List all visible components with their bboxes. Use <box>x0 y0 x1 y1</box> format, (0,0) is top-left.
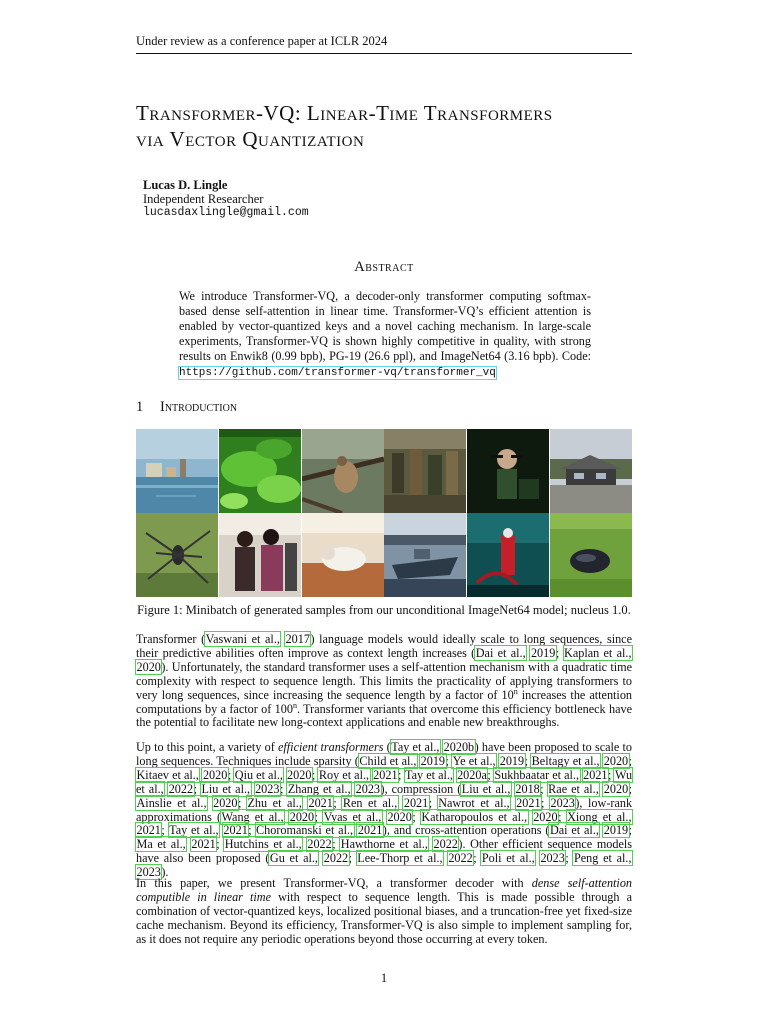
superscript: n <box>513 686 518 696</box>
citation-link[interactable]: 2023 <box>255 781 280 796</box>
citation-link[interactable]: 2023 <box>550 795 575 810</box>
insect-tile <box>136 513 218 597</box>
section-title: Introduction <box>160 399 238 415</box>
citation-link[interactable]: Ma et al., <box>136 837 186 852</box>
citation-link[interactable]: 2020 <box>603 781 629 796</box>
citation-link[interactable]: 2022 <box>448 851 473 866</box>
boats-tile <box>384 513 466 597</box>
citation-link[interactable]: 2020 <box>387 809 412 824</box>
citation-link[interactable]: 2020b <box>443 740 475 754</box>
author-affiliation: Independent Researcher <box>143 192 264 206</box>
citation-link[interactable]: 2019 <box>530 645 556 660</box>
red-object-tile <box>467 513 549 597</box>
citation-link[interactable]: Zhu et al., <box>247 795 302 810</box>
citation-link[interactable]: 2020 <box>136 659 161 674</box>
abstract-body <box>179 289 591 381</box>
citation-link[interactable]: 2020 <box>287 767 312 782</box>
citation-link[interactable]: Rae et al., <box>548 781 599 796</box>
citation-link[interactable]: Child et al., <box>359 753 417 768</box>
citation-link[interactable]: 2019 <box>603 823 629 838</box>
code-link[interactable]: https://github.com/transformer-vq/transformer_vq <box>179 367 496 379</box>
citation-link[interactable]: 2022 <box>433 837 458 852</box>
crowd-tile <box>384 429 466 513</box>
citation-link[interactable]: Gu et al., <box>269 851 318 866</box>
citation-link[interactable]: Nawrot et al., <box>438 795 510 810</box>
citation-link[interactable]: Peng et al., <box>573 851 632 866</box>
house-tile <box>550 429 632 513</box>
citation-link[interactable]: 2020a <box>457 767 487 782</box>
paragraph-3: In this paper, we present Transformer-VQ, a transformer decoder with dense self-attention computible in linear time with respect to sequence length. This is made possible through a combination of vector-quantized keys, localized positional biases, and a truncation-free yet fixed-size cache mechanism. Beyond its efficiency, Transformer-VQ is also simple to implement sampling for, as it does not require any periodic operations beyond those occurring at every token. <box>136 876 633 946</box>
author-block <box>143 178 309 220</box>
citation-link[interactable]: Ren et al., <box>342 795 398 810</box>
citation-link[interactable]: 2021 <box>583 767 608 782</box>
paper-title <box>136 100 656 152</box>
citation-link[interactable]: Liu et al., <box>461 781 511 796</box>
citation-link[interactable]: Wu et al., <box>136 767 633 796</box>
citation-link[interactable]: Wang et al., <box>221 809 284 824</box>
citation-link[interactable]: Hawthorne et al., <box>340 837 428 852</box>
citation-link[interactable]: Ye et al., <box>452 753 496 768</box>
citation-link[interactable]: Beltagy et al., <box>531 753 600 768</box>
citation-link[interactable]: 2021 <box>308 795 333 810</box>
citation-link[interactable]: Kaplan et al., <box>564 645 632 660</box>
citation-link[interactable]: Poli et al., <box>481 851 535 866</box>
paragraph-2: Up to this point, a variety of efficient transformers (Tay et al., 2020b) have been proposed to scale to long sequences. Techniques include sparsity (Child et al., 2019; Ye et al., 2019; Beltagy et al., 2020; Kitaev et al., 2020; Qiu et al., 2020; Roy et al., 2021; Tay et al., 2020a; Sukhbaatar et al., 2021; Wu et al., 2022; Liu et al., 2023; Zhang et al., 2023), compression (Liu et al., 2018; Rae et al., 2020; Ainslie et al., 2020; Zhu et al., 2021; Ren et al., 2021; Nawrot et al., 2021; 2023), low-rank approximations (Wang et al., 2020; Vyas et al., 2020; Katharopoulos et al., 2020; Xiong et al., 2021; Tay et al., 2021; Choromanski et al., 2021), and cross-attention operations (Dai et al., 2019; Ma et al., 2021; Hutchins et al., 2022; Hawthorne et al., 2022). Other efficient sequence models have also been proposed (Gu et al., 2022; Lee-Thorp et al., 2022; Poli et al., 2023; Peng et al., 2023). <box>136 740 633 880</box>
citation-link[interactable]: 2020 <box>533 809 558 824</box>
emphasis: efficient transformers <box>278 740 384 754</box>
citation-link[interactable]: Lee-Thorp et al., <box>357 851 443 866</box>
figure-1-grid <box>136 429 632 597</box>
citation-link[interactable]: Choromanski et al., <box>256 823 354 838</box>
page-number: 1 <box>380 971 388 985</box>
dog-sofa-tile <box>302 513 384 597</box>
citation-link[interactable]: 2023 <box>136 865 161 880</box>
citation-link[interactable]: Tay et al., <box>391 740 440 754</box>
citation-link[interactable]: 2018 <box>515 781 540 796</box>
title-line-2: via Vector Quantization <box>136 127 365 151</box>
citation-link[interactable]: 2021 <box>357 823 383 838</box>
citation-link[interactable]: Dai et al., <box>475 645 526 660</box>
abstract-text: We introduce Transformer-VQ, a decoder-only transformer computing softmax-based dense self-attention in linear time. Transformer-VQ’s efficient attention is enabled by vector-quantized keys and a novel caching mechanism. In large-scale experiments, Transformer-VQ is shown highly competitive in quality, with strong results on Enwik8 (0.99 bpb), PG-19 (26.6 ppl), and ImageNet64 (3.16 bpb). Code: <box>179 289 591 363</box>
citation-link[interactable]: 2019 <box>420 753 446 768</box>
citation-link[interactable]: 2023 <box>355 781 381 796</box>
citation-link[interactable]: 2020 <box>289 809 315 824</box>
citation-link[interactable]: Katharopoulos et al., <box>421 809 528 824</box>
citation-link[interactable]: 2021 <box>191 837 216 852</box>
citation-link[interactable]: 2020 <box>202 767 228 782</box>
citation-link[interactable]: 2021 <box>373 767 398 782</box>
citation-link[interactable]: Dai et al., <box>549 823 599 838</box>
citation-link[interactable]: Sukhbaatar et al., <box>494 767 580 782</box>
section-number: 1 <box>136 399 144 415</box>
citation-link[interactable]: Hutchins et al., <box>224 837 302 852</box>
citation-link[interactable]: Kitaev et al., <box>136 767 199 782</box>
figure-caption: Figure 1: Minibatch of generated samples from our unconditional ImageNet64 model; nucleus 1.0. <box>137 603 631 617</box>
citation-link[interactable]: 2021 <box>516 795 541 810</box>
abstract-heading: Abstract <box>354 259 414 275</box>
citation-link[interactable]: Xiong et al., <box>567 809 632 824</box>
citation-link[interactable]: 2021 <box>136 823 161 838</box>
citation-link[interactable]: Vaswani et al., <box>205 632 280 646</box>
citation-link[interactable]: 2022 <box>168 781 194 796</box>
citation-link[interactable]: 2022 <box>307 837 332 852</box>
green-leaves-tile <box>219 429 301 513</box>
mussel-grass-tile <box>550 513 632 597</box>
citation-link[interactable]: Qiu et al., <box>234 767 283 782</box>
people-tile <box>219 513 301 597</box>
citation-link[interactable]: 2023 <box>540 851 565 866</box>
emphasis: dense self-attention computible in linear time <box>136 876 633 904</box>
author-email[interactable]: lucasdaxlingle@gmail.com <box>143 206 309 219</box>
citation-link[interactable]: Liu et al., <box>201 781 251 796</box>
bird-branch-tile <box>302 429 384 513</box>
citation-link[interactable]: 2020 <box>603 753 629 768</box>
citation-link[interactable]: 2021 <box>223 823 248 838</box>
citation-link[interactable]: 2020 <box>213 795 238 810</box>
citation-link[interactable]: Zhang et al., <box>287 781 351 796</box>
citation-link[interactable]: Tay et al., <box>169 823 219 838</box>
paragraph-1: Transformer (Vaswani et al., 2017) language models would ideally scale to long sequences, since their predictive abilities often improve as context length increases (Dai et al., 2019; Kaplan et al., 2020). Unfortunately, the standard transformer uses a self-attention mechanism with a quadratic time complexity with respect to sequence length. This limits the practicality of applying transformers to very long sequences, since increasing the sequence length by a factor of 10$^n$ increases the attention computations by a factor of 100$^n$. Transformer variants that overcome this efficiency bottleneck have the potential to facilitate new long-context applications and enable new breakthroughs. <box>136 632 633 730</box>
citation-link[interactable]: Tay et al., <box>405 767 453 782</box>
citation-link[interactable]: 2019 <box>499 753 525 768</box>
citation-link[interactable]: Vyas et al., <box>323 809 382 824</box>
section-heading <box>136 399 237 416</box>
citation-link[interactable]: 2017 <box>285 632 310 646</box>
citation-link[interactable]: Roy et al., <box>318 767 370 782</box>
citation-link[interactable]: 2022 <box>323 851 349 866</box>
citation-link[interactable]: 2021 <box>403 795 429 810</box>
dark-portrait-tile <box>467 429 549 513</box>
running-header: Under review as a conference paper at ICLR 2024 <box>136 34 632 54</box>
citation-link[interactable]: Ainslie et al., <box>136 795 207 810</box>
author-name: Lucas D. Lingle <box>143 178 228 192</box>
title-line-1: Transformer-VQ: Linear-Time Transformers <box>136 101 553 125</box>
harbor-tile <box>136 429 218 513</box>
superscript: n <box>292 700 297 710</box>
